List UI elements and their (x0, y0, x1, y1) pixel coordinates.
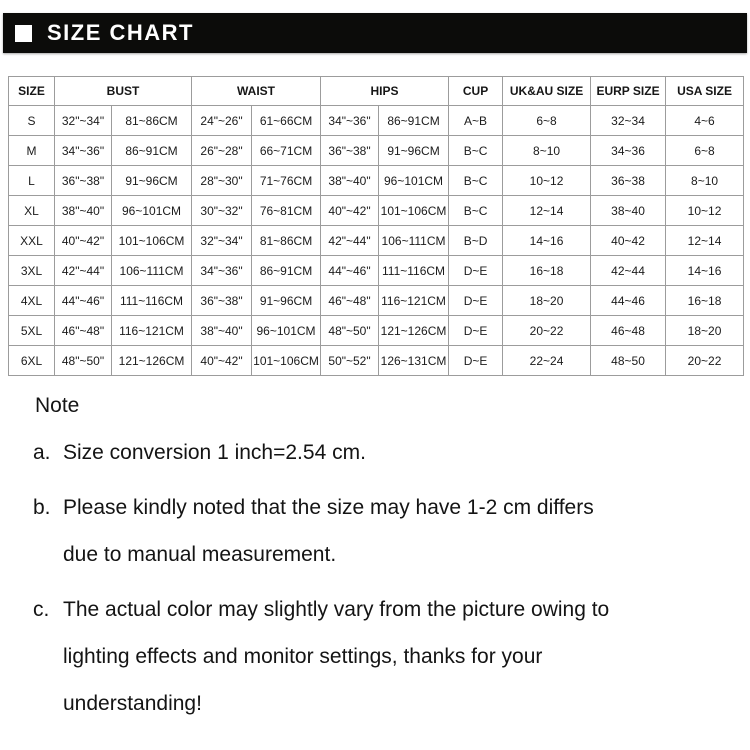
table-cell: 44~46 (591, 286, 666, 316)
table-cell: 28"~30" (192, 166, 252, 196)
column-header: EURP SIZE (591, 77, 666, 106)
table-cell: 86~91CM (379, 106, 449, 136)
column-header: SIZE (9, 77, 55, 106)
table-cell: D~E (449, 286, 503, 316)
table-cell: 66~71CM (252, 136, 321, 166)
table-cell: 38"~40" (192, 316, 252, 346)
table-cell: D~E (449, 316, 503, 346)
table-cell: 86~91CM (252, 256, 321, 286)
note-item (33, 586, 739, 727)
table-cell: 32"~34" (192, 226, 252, 256)
table-cell: 96~101CM (379, 166, 449, 196)
table-cell: 44"~46" (55, 286, 112, 316)
table-cell: 6~8 (503, 106, 591, 136)
size-chart-table (8, 76, 744, 376)
note-line: Please kindly noted that the size may have 1-2 cm differs (63, 496, 594, 519)
table-cell: 126~131CM (379, 346, 449, 376)
notes-section (33, 382, 739, 727)
note-line: lighting effects and monitor settings, thanks for your (63, 645, 543, 668)
table-cell: 96~101CM (112, 196, 192, 226)
table-cell: 30"~32" (192, 196, 252, 226)
table-cell: 40~42 (591, 226, 666, 256)
table-cell: 34"~36" (192, 256, 252, 286)
table-row (9, 106, 744, 136)
table-cell: 34"~36" (55, 136, 112, 166)
table-cell: 81~86CM (112, 106, 192, 136)
table-cell: 36"~38" (321, 136, 379, 166)
table-cell: 36~38 (591, 166, 666, 196)
table-cell: 42~44 (591, 256, 666, 286)
note-item (33, 484, 739, 578)
table-cell: A~B (449, 106, 503, 136)
note-marker: b. (33, 496, 51, 519)
column-header: WAIST (192, 77, 321, 106)
table-row (9, 256, 744, 286)
table-cell: 4XL (9, 286, 55, 316)
table-cell: 111~116CM (379, 256, 449, 286)
table-cell: 86~91CM (112, 136, 192, 166)
table-cell: 121~126CM (112, 346, 192, 376)
table-cell: S (9, 106, 55, 136)
table-cell: 42"~44" (321, 226, 379, 256)
square-bullet-icon (15, 25, 32, 42)
table-cell: 12~14 (503, 196, 591, 226)
column-header: USA SIZE (666, 77, 744, 106)
table-cell: 81~86CM (252, 226, 321, 256)
column-header: CUP (449, 77, 503, 106)
table-cell: 116~121CM (379, 286, 449, 316)
table-cell: 38"~40" (321, 166, 379, 196)
table-cell: 91~96CM (379, 136, 449, 166)
table-cell: 91~96CM (252, 286, 321, 316)
table-cell: 16~18 (666, 286, 744, 316)
table-cell: 20~22 (666, 346, 744, 376)
table-row (9, 136, 744, 166)
table-cell: 36"~38" (192, 286, 252, 316)
table-cell: 14~16 (503, 226, 591, 256)
table-cell: 12~14 (666, 226, 744, 256)
table-cell: 32~34 (591, 106, 666, 136)
table-cell: XXL (9, 226, 55, 256)
table-cell: 38~40 (591, 196, 666, 226)
table-cell: 18~20 (503, 286, 591, 316)
table-cell: 101~106CM (379, 196, 449, 226)
table-cell: 46~48 (591, 316, 666, 346)
table-cell: M (9, 136, 55, 166)
table-row (9, 346, 744, 376)
page-title: SIZE CHART (47, 20, 194, 45)
table-cell: 10~12 (503, 166, 591, 196)
table-cell: 24"~26" (192, 106, 252, 136)
table-cell: 121~126CM (379, 316, 449, 346)
table-cell: 16~18 (503, 256, 591, 286)
notes-list (33, 429, 739, 727)
table-cell: 6XL (9, 346, 55, 376)
table-cell: 46"~48" (55, 316, 112, 346)
table-cell: 71~76CM (252, 166, 321, 196)
table-cell: 46"~48" (321, 286, 379, 316)
table-cell: 40"~42" (321, 196, 379, 226)
column-header: BUST (55, 77, 192, 106)
table-row (9, 196, 744, 226)
table-cell: 76~81CM (252, 196, 321, 226)
table-cell: 106~111CM (112, 256, 192, 286)
table-cell: 6~8 (666, 136, 744, 166)
table-cell: 34~36 (591, 136, 666, 166)
table-cell: 22~24 (503, 346, 591, 376)
table-cell: 8~10 (666, 166, 744, 196)
table-cell: D~E (449, 256, 503, 286)
table-cell: 14~16 (666, 256, 744, 286)
table-row (9, 166, 744, 196)
table-row (9, 286, 744, 316)
table-cell: 111~116CM (112, 286, 192, 316)
table-cell: 4~6 (666, 106, 744, 136)
note-item (33, 429, 739, 476)
table-cell: 26"~28" (192, 136, 252, 166)
table-cell: B~C (449, 166, 503, 196)
table-cell: B~C (449, 136, 503, 166)
table-cell: B~D (449, 226, 503, 256)
header-bar (3, 13, 747, 53)
table-cell: 42"~44" (55, 256, 112, 286)
table-cell: XL (9, 196, 55, 226)
table-cell: B~C (449, 196, 503, 226)
table-cell: 91~96CM (112, 166, 192, 196)
table-cell: 101~106CM (252, 346, 321, 376)
table-cell: 3XL (9, 256, 55, 286)
note-line: due to manual measurement. (63, 543, 337, 566)
table-cell: L (9, 166, 55, 196)
note-marker: a. (33, 441, 51, 464)
table-row (9, 226, 744, 256)
table-cell: 101~106CM (112, 226, 192, 256)
table-cell: 40"~42" (55, 226, 112, 256)
note-line: The actual color may slightly vary from the picture owing to (63, 598, 610, 621)
table-cell: 48~50 (591, 346, 666, 376)
table-cell: 44"~46" (321, 256, 379, 286)
table-cell: 10~12 (666, 196, 744, 226)
column-header: UK&AU SIZE (503, 77, 591, 106)
table-cell: 48"~50" (321, 316, 379, 346)
column-header: HIPS (321, 77, 449, 106)
table-cell: 32"~34" (55, 106, 112, 136)
table-cell: 61~66CM (252, 106, 321, 136)
table-cell: 38"~40" (55, 196, 112, 226)
table-row (9, 316, 744, 346)
size-table-body (9, 106, 744, 376)
table-header-row (9, 77, 744, 106)
table-cell: 34"~36" (321, 106, 379, 136)
note-title: Note (35, 394, 80, 417)
table-cell: 5XL (9, 316, 55, 346)
table-cell: 8~10 (503, 136, 591, 166)
table-cell: 18~20 (666, 316, 744, 346)
table-cell: 96~101CM (252, 316, 321, 346)
table-cell: 36"~38" (55, 166, 112, 196)
table-cell: 20~22 (503, 316, 591, 346)
table-cell: 40"~42" (192, 346, 252, 376)
table-cell: 48"~50" (55, 346, 112, 376)
table-cell: 116~121CM (112, 316, 192, 346)
table-cell: 50"~52" (321, 346, 379, 376)
note-line: Size conversion 1 inch=2.54 cm. (63, 441, 366, 464)
note-line: understanding! (63, 692, 202, 715)
note-marker: c. (33, 598, 50, 621)
table-cell: D~E (449, 346, 503, 376)
table-cell: 106~111CM (379, 226, 449, 256)
